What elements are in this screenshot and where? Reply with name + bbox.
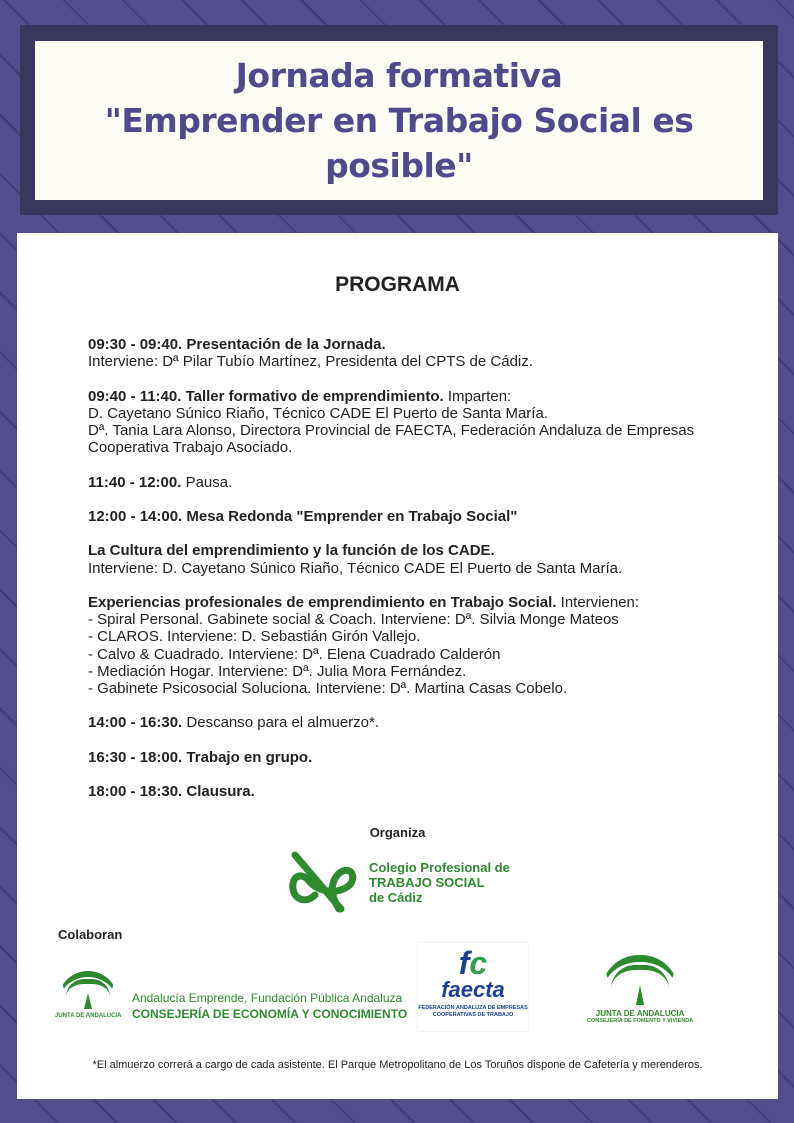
programa-item	[88, 714, 768, 731]
programa-item-time: Experiencias profesionales de emprendimiento en Trabajo Social.	[88, 593, 557, 611]
programa-item	[88, 336, 768, 370]
title-line: posible"	[325, 146, 473, 185]
footnote: *El almuerzo correrá a cargo de cada asistente. El Parque Metropolitano de Los Toruños dispone de Cafetería y merenderos.	[92, 1059, 703, 1071]
title-line: Jornada formativa	[235, 56, 563, 95]
programa-item	[88, 783, 768, 800]
cpts-logo-text: TRABAJO SOCIAL	[369, 874, 485, 890]
junta-fomento-logo	[587, 955, 693, 1024]
andalucia-emprende-text: Andalucía Emprende, Fundación Pública Andaluza	[132, 991, 403, 1005]
programa-item-text: Pausa.	[181, 473, 233, 491]
programa-item-time: 12:00 - 14:00. Mesa Redonda "Emprender en Trabajo Social"	[88, 507, 518, 525]
cpts-logo-icon	[287, 851, 363, 913]
consejeria-economia-text: CONSEJERÍA DE ECONOMÍA Y CONOCIMIENTO	[132, 1007, 408, 1021]
faecta-mark-icon: fc	[458, 945, 488, 981]
programa-item-text: Descanso para el almuerzo*.	[182, 714, 379, 732]
programa-item-time: La Cultura del emprendimiento y la función de los CADE.	[88, 542, 495, 560]
programa-item-line: Dª. Tania Lara Alonso, Directora Provincial de FAECTA, Federación Andaluza de Empresas Cooperativa Trabajo Asociado.	[88, 422, 695, 457]
title-line: "Emprender en Trabajo Social es	[104, 101, 694, 140]
programa-list	[88, 336, 768, 818]
content-card	[17, 233, 778, 1099]
faecta-subtitle: FEDERACIÓN ANDALUZA DE EMPRESAS	[418, 1005, 528, 1011]
programa-item-time: 16:30 - 18:00. Trabajo en grupo.	[88, 748, 313, 766]
programa-item-time: 11:40 - 12:00.	[88, 473, 182, 491]
programa-item-line: - Spiral Personal. Gabinete social & Coach. Interviene: Dª. Silvia Monge Mateos	[88, 611, 619, 629]
programa-item-line: D. Cayetano Súnico Riaño, Técnico CADE El Puerto de Santa María.	[88, 404, 548, 422]
cpts-logo	[287, 851, 510, 913]
programa-item-line: Interviene: Dª Pilar Tubío Martínez, Presidenta del CPTS de Cádiz.	[88, 353, 533, 371]
programa-item	[88, 749, 768, 766]
faecta-subtitle: COOPERATIVAS DE TRABAJO	[432, 1012, 514, 1018]
programa-item	[88, 474, 768, 491]
cpts-logo-text: de Cádiz	[369, 889, 423, 905]
faecta-name: faecta	[441, 977, 505, 1002]
cpts-logo-text: Colegio Profesional de	[369, 859, 510, 875]
junta-triangle-icon	[84, 993, 92, 1009]
programa-item-time: 14:00 - 16:30.	[88, 714, 183, 732]
programa-item-text: Intervienen:	[556, 593, 640, 611]
andalucia-emprende-logo	[132, 990, 407, 1022]
programa-item-text: Imparten:	[443, 387, 512, 405]
programa-item-line: - CLAROS. Interviene: D. Sebastián Girón Vallejo.	[88, 628, 421, 646]
programa-item-line: Interviene: D. Cayetano Súnico Riaño, Técnico CADE El Puerto de Santa María.	[88, 559, 623, 577]
programa-item-time: 09:30 - 09:40. Presentación de la Jornada.	[88, 336, 386, 353]
junta-andalucia-logo	[55, 971, 121, 1019]
consejeria-fomento-text: CONSEJERÍA DE FOMENTO Y VIVIENDA	[587, 1018, 694, 1024]
colaboran-label: Colaboran	[58, 927, 123, 942]
programa-item-time: 09:40 - 11:40. Taller formativo de emprendimiento.	[88, 387, 444, 405]
junta-label: JUNTA DE ANDALUCIA	[595, 1009, 685, 1018]
faecta-logo	[418, 943, 528, 1031]
programa-item-line: - Calvo & Cuadrado. Interviene: Dª. Elena Cuadrado Calderón	[88, 645, 501, 663]
organiza-label: Organiza	[369, 825, 426, 840]
programa-item	[88, 542, 768, 576]
programa-item	[88, 594, 768, 697]
programa-item-line: - Gabinete Psicosocial Soluciona. Interviene: Dª. Martina Casas Cobelo.	[88, 679, 568, 697]
programa-item	[88, 508, 768, 525]
programa-item-line: - Mediación Hogar. Interviene: Dª. Julia Mora Fernández.	[88, 662, 467, 680]
programa-item-time: 18:00 - 18:30. Clausura.	[88, 783, 255, 801]
programa-item	[88, 388, 768, 457]
junta-label: JUNTA DE ANDALUCIA	[55, 1013, 122, 1019]
junta-triangle-icon	[636, 985, 644, 1005]
programa-heading: PROGRAMA	[335, 273, 460, 296]
page-title	[105, 53, 694, 188]
title-box	[35, 41, 763, 200]
